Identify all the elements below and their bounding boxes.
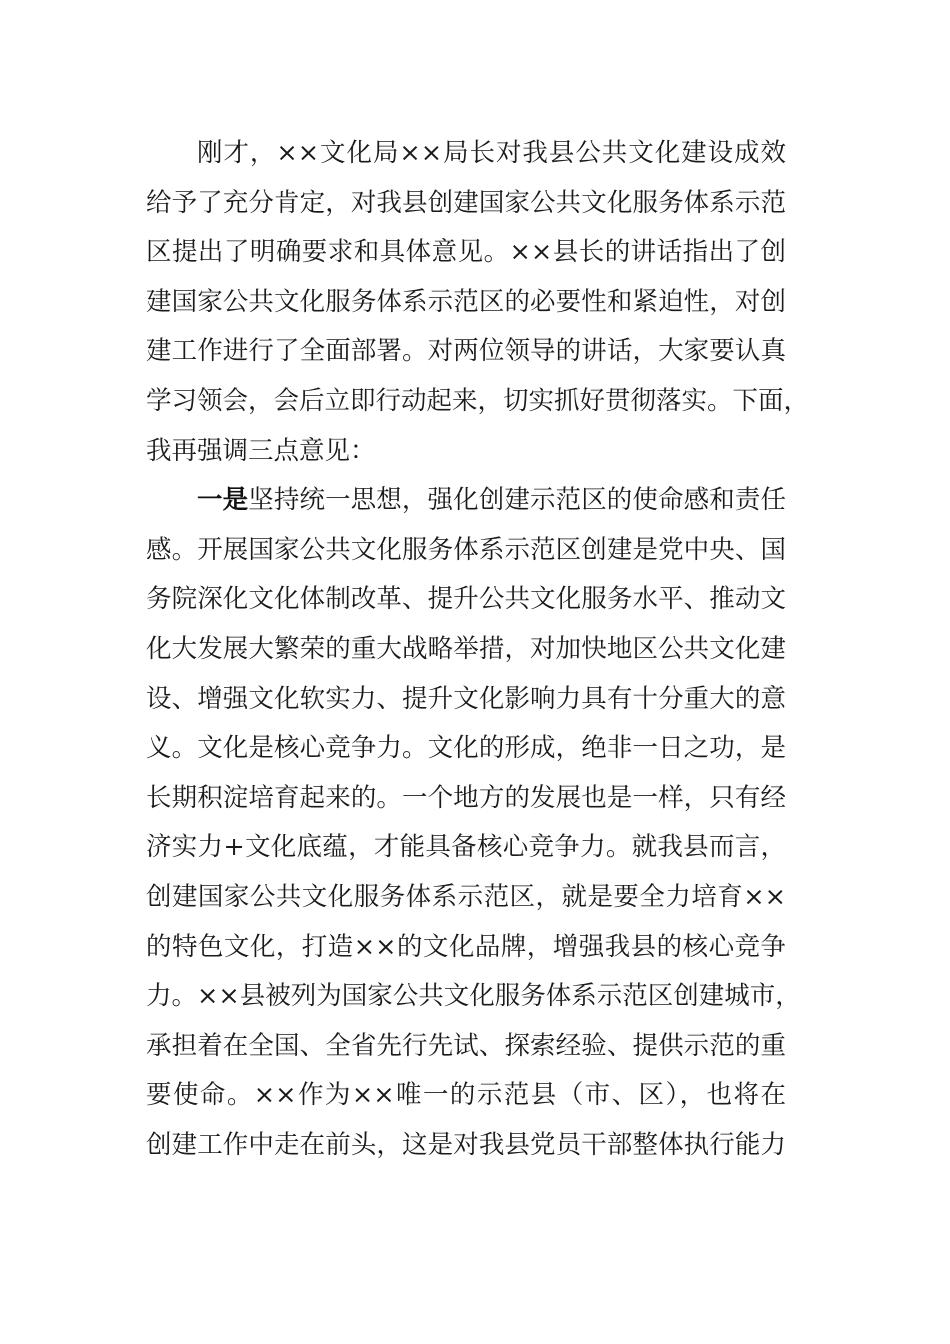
- document-body: [146, 129, 810, 1170]
- text-line: 义。文化是核心竞争力。文化的形成，绝非一日之功，是: [146, 733, 786, 764]
- text-line: 济实力+文化底蕴，才能具备核心竞争力。就我县而言，: [146, 832, 786, 863]
- text-line: 区提出了明确要求和具体意见。××县长的讲话指出了创: [146, 237, 786, 268]
- point-lead: 一是: [197, 485, 249, 516]
- text-line: 的特色文化，打造××的文化品牌，增强我县的核心竞争: [146, 931, 786, 962]
- text-line: [146, 476, 786, 526]
- text-line: 承担着在全国、全省先行先试、探索经验、提供示范的重: [146, 1030, 786, 1061]
- text-line: 刚才，××文化局××局长对我县公共文化建设成效: [197, 138, 786, 168]
- text-line: 创建国家公共文化服务体系示范区，就是要全力培育××: [146, 881, 786, 912]
- text-line: 要使命。××作为××唯一的示范县（市、区），也将在: [146, 1080, 786, 1111]
- text-line: 我再强调三点意见：: [146, 435, 376, 466]
- text-line: 化大发展大繁荣的重大战略举措，对加快地区公共文化建: [146, 633, 786, 664]
- text-line: 力。××县被列为国家公共文化服务体系示范区创建城市，: [146, 981, 801, 1012]
- point-heading: 坚持统一思想，强化创建示范区的使命感和责任: [248, 485, 786, 516]
- text-line: 务院深化文化体制改革、提升公共文化服务水平、推动文: [146, 584, 786, 615]
- text-line: 给予了充分肯定，对我县创建国家公共文化服务体系示范: [146, 187, 786, 218]
- paragraph-opening: [146, 129, 810, 476]
- text-line: 学习领会，会后立即行动起来，切实抓好贯彻落实。下面，: [146, 385, 810, 416]
- text-line: 长期积淀培育起来的。一个地方的发展也是一样，只有经: [146, 782, 786, 813]
- text-line: 建国家公共文化服务体系示范区的必要性和紧迫性，对创: [146, 286, 786, 317]
- text-line: 设、增强文化软实力、提升文化影响力具有十分重大的意: [146, 683, 786, 714]
- text-line: 创建工作中走在前头，这是对我县党员干部整体执行能力: [146, 1129, 786, 1160]
- text-line: 建工作进行了全面部署。对两位领导的讲话，大家要认真: [146, 336, 786, 367]
- text-line: 感。开展国家公共文化服务体系示范区创建是党中央、国: [146, 534, 786, 565]
- paragraph-point-one: [146, 476, 801, 1170]
